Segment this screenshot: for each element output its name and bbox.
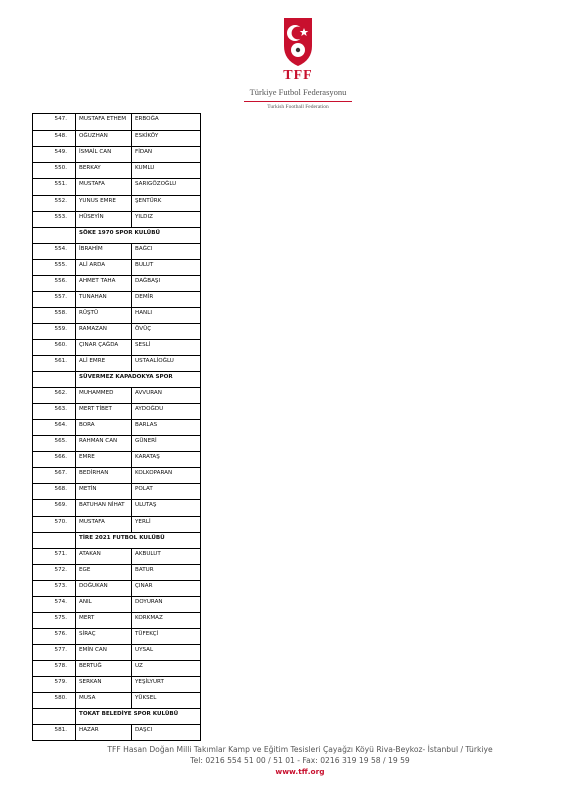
- logo-abbr: TFF: [283, 68, 313, 83]
- first-name: EGE: [77, 565, 132, 580]
- table-row: [32, 308, 201, 324]
- last-name: SESLİ: [135, 342, 151, 348]
- table-row: [32, 597, 201, 613]
- last-name: ULUTAŞ: [135, 502, 157, 508]
- row-number: 547.: [33, 114, 76, 130]
- first-name: METİN: [77, 484, 132, 499]
- row-number: 567.: [33, 468, 76, 483]
- last-name: USTAALİOĞLU: [135, 358, 174, 364]
- row-number: 570.: [33, 517, 76, 532]
- first-name: BATUHAN NİHAT: [77, 500, 132, 516]
- row-number: 556.: [33, 276, 76, 291]
- last-name: AKBULUT: [135, 551, 161, 557]
- first-name: ATAKAN: [77, 549, 132, 564]
- table-row: [32, 677, 201, 693]
- first-name: AHMET TAHA: [77, 276, 132, 291]
- table-row: [32, 436, 201, 452]
- row-number: 573.: [33, 581, 76, 596]
- row-number: 557.: [33, 292, 76, 307]
- table-row: [32, 645, 201, 661]
- last-name: YÜKSEL: [135, 695, 157, 701]
- row-number: 561.: [33, 356, 76, 371]
- logo-divider: [244, 101, 352, 102]
- row-number: 577.: [33, 645, 76, 660]
- last-name: YERLİ: [135, 519, 151, 525]
- row-number: 575.: [33, 613, 76, 628]
- last-name: AYDOĞDU: [135, 406, 164, 412]
- club-header-row: [32, 533, 201, 549]
- first-name: MUSTAFA: [77, 517, 132, 532]
- first-name: ALİ ARDA: [77, 260, 132, 275]
- last-name: TÜFEKÇİ: [135, 631, 159, 637]
- first-name: MERT TİBET: [77, 404, 132, 419]
- club-name: SÜVERMEZ KAPADOKYA SPOR: [79, 374, 173, 380]
- row-number: 553.: [33, 212, 76, 227]
- first-name: ANIL: [77, 597, 132, 612]
- last-name: HANLI: [135, 310, 152, 316]
- table-row: [32, 693, 201, 709]
- row-number: 565.: [33, 436, 76, 451]
- first-name: RAMAZAN: [77, 324, 132, 339]
- row-number: 559.: [33, 324, 76, 339]
- last-name: POLAT: [135, 486, 153, 492]
- first-name: TUNAHAN: [77, 292, 132, 307]
- table-row: [32, 517, 201, 533]
- last-name: ŞENTÜRK: [135, 198, 162, 204]
- last-name: DOYURAN: [135, 599, 163, 605]
- row-number: 572.: [33, 565, 76, 580]
- last-name: BATUR: [135, 567, 154, 573]
- row-number: 580.: [33, 693, 76, 708]
- row-number: 576.: [33, 629, 76, 644]
- last-name: FİDAN: [135, 149, 153, 155]
- row-number: 555.: [33, 260, 76, 275]
- last-name: KARATAŞ: [135, 454, 160, 460]
- first-name: HAZAR: [77, 725, 132, 740]
- club-name: SÖKE 1970 SPOR KULÜBÜ: [79, 230, 161, 236]
- first-name: İBRAHİM: [77, 244, 132, 259]
- table-row: [32, 629, 201, 645]
- first-name: ÇINAR ÇAĞDA: [77, 340, 132, 355]
- table-row: [32, 196, 201, 212]
- row-number: 569.: [33, 500, 76, 516]
- table-row: [32, 565, 201, 581]
- last-name: SARIGÖZOĞLU: [135, 181, 177, 187]
- table-row: [32, 452, 201, 468]
- first-name: DOĞUKAN: [77, 581, 132, 596]
- row-number: 550.: [33, 163, 76, 178]
- table-row: [32, 356, 201, 372]
- last-name: DAŞCI: [135, 727, 153, 733]
- table-row: [32, 324, 201, 340]
- table-row: [32, 404, 201, 420]
- table-row: [32, 661, 201, 677]
- last-name: ÖVÜÇ: [135, 326, 152, 332]
- row-number: 560.: [33, 340, 76, 355]
- table-row: [32, 725, 201, 741]
- table-row: [32, 260, 201, 276]
- last-name: UZ: [135, 663, 143, 669]
- table-row: [32, 420, 201, 436]
- first-name: SERKAN: [77, 677, 132, 692]
- footer-phone: Tel: 0216 554 51 00 / 51 01 - Fax: 0216 319 19 58 / 19 59: [190, 756, 410, 765]
- table-row: [32, 276, 201, 292]
- row-number: 551.: [33, 179, 76, 195]
- last-name: KORKMAZ: [135, 615, 163, 621]
- first-name: BORA: [77, 420, 132, 435]
- first-name: MERT: [77, 613, 132, 628]
- first-name: İSMAİL CAN: [77, 147, 132, 162]
- last-name: KUMLU: [135, 165, 155, 171]
- row-number: 566.: [33, 452, 76, 467]
- last-name: DAĞBAŞI: [135, 278, 161, 284]
- row-number: 554.: [33, 244, 76, 259]
- last-name: KOLKOPARAN: [135, 470, 173, 476]
- row-number: 562.: [33, 388, 76, 403]
- first-name: RÜŞTÜ: [77, 308, 132, 323]
- row-number: 552.: [33, 196, 76, 211]
- row-number: 549.: [33, 147, 76, 162]
- footer-address: TFF Hasan Doğan Milli Takımlar Kamp ve Eğitim Tesisleri Çayağzı Köyü Riva-Beykoz- İstanbul / Türkiye: [107, 745, 493, 754]
- first-name: OĞUZHAN: [77, 131, 132, 146]
- logo-federation-name: Türkiye Futbol Federasyonu: [249, 87, 347, 97]
- club-name: TOKAT BELEDİYE SPOR KULÜBÜ: [79, 711, 179, 717]
- last-name: ESKİKÖY: [135, 133, 159, 139]
- first-name: BERTUĞ: [77, 661, 132, 676]
- first-name: MUSA: [77, 693, 132, 708]
- club-header-row: [32, 228, 201, 244]
- last-name: BAĞCI: [135, 246, 153, 252]
- table-row: [32, 244, 201, 260]
- last-name: GÜNERİ: [135, 438, 157, 444]
- empty-number-cell: [33, 228, 76, 243]
- first-name: SİRAÇ: [77, 629, 132, 644]
- club-header-row: [32, 709, 201, 725]
- row-number: 564.: [33, 420, 76, 435]
- last-name: DEMİR: [135, 294, 154, 300]
- table-row: [32, 131, 201, 147]
- last-name: ERBOĞA: [135, 116, 159, 122]
- table-row: [32, 340, 201, 356]
- row-number: 581.: [33, 725, 76, 740]
- first-name: EMİN CAN: [77, 645, 132, 660]
- table-row: [32, 163, 201, 179]
- table-row: [32, 113, 201, 131]
- club-name: TİRE 2021 FUTBOL KULÜBÜ: [79, 535, 165, 541]
- table-row: [32, 388, 201, 404]
- first-name: MUSTAFA ETHEM: [77, 114, 132, 130]
- first-name: ALİ EMRE: [77, 356, 132, 371]
- first-name: BEDİRHAN: [77, 468, 132, 483]
- table-row: [32, 292, 201, 308]
- row-number: 563.: [33, 404, 76, 419]
- last-name: UYSAL: [135, 647, 154, 653]
- first-name: MUHAMMED: [77, 388, 132, 403]
- first-name: BERKAY: [77, 163, 132, 178]
- last-name: BARLAS: [135, 422, 158, 428]
- row-number: 548.: [33, 131, 76, 146]
- table-row: [32, 549, 201, 565]
- table-row: [32, 613, 201, 629]
- logo-english-name: Turkish Football Federation: [267, 104, 329, 110]
- row-number: 578.: [33, 661, 76, 676]
- footer-url: www.tff.org: [275, 767, 325, 776]
- row-number: 558.: [33, 308, 76, 323]
- club-header-row: [32, 372, 201, 388]
- first-name: RAHMAN CAN: [77, 436, 132, 451]
- first-name: MUSTAFA: [77, 179, 132, 195]
- last-name: BULUT: [135, 262, 154, 268]
- page-footer: [60, 744, 540, 777]
- table-row: [32, 147, 201, 163]
- player-list-table: [32, 113, 201, 741]
- last-name: YEŞİLYURT: [135, 679, 164, 685]
- row-number: 574.: [33, 597, 76, 612]
- table-row: [32, 500, 201, 517]
- table-row: [32, 212, 201, 228]
- row-number: 568.: [33, 484, 76, 499]
- last-name: AVVURAN: [135, 390, 162, 396]
- last-name: ÇINAR: [135, 583, 153, 589]
- table-row: [32, 179, 201, 196]
- table-row: [32, 581, 201, 597]
- first-name: EMRE: [77, 452, 132, 467]
- first-name: HÜSEYİN: [77, 212, 132, 227]
- tff-logo: [240, 16, 356, 116]
- row-number: 579.: [33, 677, 76, 692]
- tff-emblem-icon: [280, 16, 316, 68]
- first-name: YUNUS EMRE: [77, 196, 132, 211]
- table-row: [32, 468, 201, 484]
- empty-number-cell: [33, 533, 76, 548]
- empty-number-cell: [33, 372, 76, 387]
- last-name: YILDIZ: [135, 214, 153, 220]
- table-row: [32, 484, 201, 500]
- empty-number-cell: [33, 709, 76, 724]
- row-number: 571.: [33, 549, 76, 564]
